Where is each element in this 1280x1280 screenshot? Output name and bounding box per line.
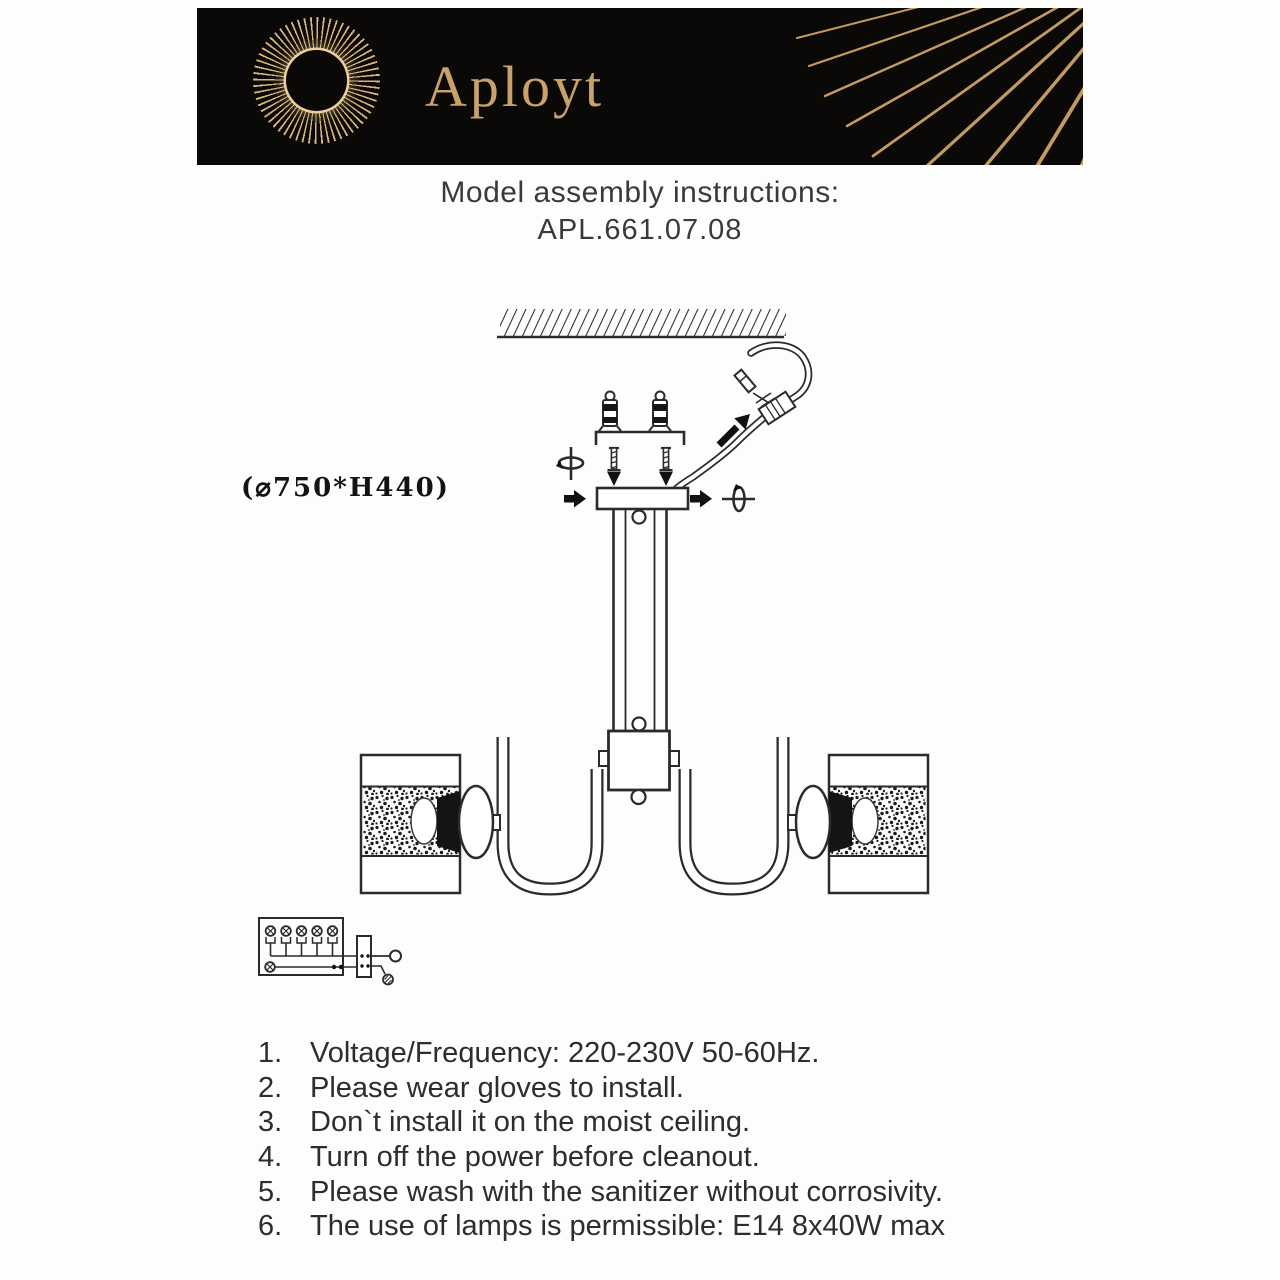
item-text: Voltage/Frequency: 220-230V 50-60Hz. (310, 1037, 820, 1069)
wall-anchors-icon (599, 392, 671, 432)
mounting-screws-icon (607, 448, 673, 486)
rotate-icon-left (556, 447, 583, 480)
wiring-diagram-icon (259, 918, 401, 985)
item-number: 3. (258, 1106, 283, 1139)
lampshade-left-icon (361, 755, 500, 893)
page-title: Model assembly instructions: (440, 176, 840, 209)
instruction-list (258, 1037, 945, 1245)
mounting-plate-icon (597, 488, 688, 509)
item-text: Don`t install it on the moist ceiling. (310, 1106, 751, 1139)
stem-icon (614, 510, 667, 732)
model-number: APL.661.07.08 (537, 214, 743, 246)
item-text: Turn off the power before cleanout. (310, 1141, 760, 1174)
lampshade-right-icon (788, 755, 928, 893)
arm-right-icon (685, 737, 783, 889)
arm-left-icon (503, 737, 597, 889)
ceiling-hatch-icon (497, 309, 786, 337)
item-text: Please wear gloves to install. (310, 1071, 684, 1104)
instruction-item (258, 1072, 945, 1107)
item-number: 5. (258, 1175, 283, 1208)
dimension-label: (⌀750*H440) (241, 473, 450, 503)
item-number: 1. (258, 1037, 283, 1069)
fixture-body-icon (599, 731, 679, 804)
item-number: 6. (258, 1210, 283, 1243)
instruction-item (258, 1210, 945, 1245)
item-number: 2. (258, 1071, 283, 1104)
wire-connector-icon (719, 370, 795, 445)
instruction-item (258, 1106, 945, 1141)
instruction-item (258, 1141, 945, 1176)
brand-name: Aployt (425, 54, 605, 119)
rotate-icon-right (722, 484, 755, 511)
item-number: 4. (258, 1141, 283, 1174)
mounting-bracket-icon (596, 432, 684, 445)
instruction-item (258, 1037, 945, 1072)
instruction-item (258, 1176, 945, 1211)
item-text: The use of lamps is permissible: E14 8x40W max (310, 1210, 946, 1243)
item-text: Please wash with the sanitizer without corrosivity. (310, 1175, 943, 1208)
